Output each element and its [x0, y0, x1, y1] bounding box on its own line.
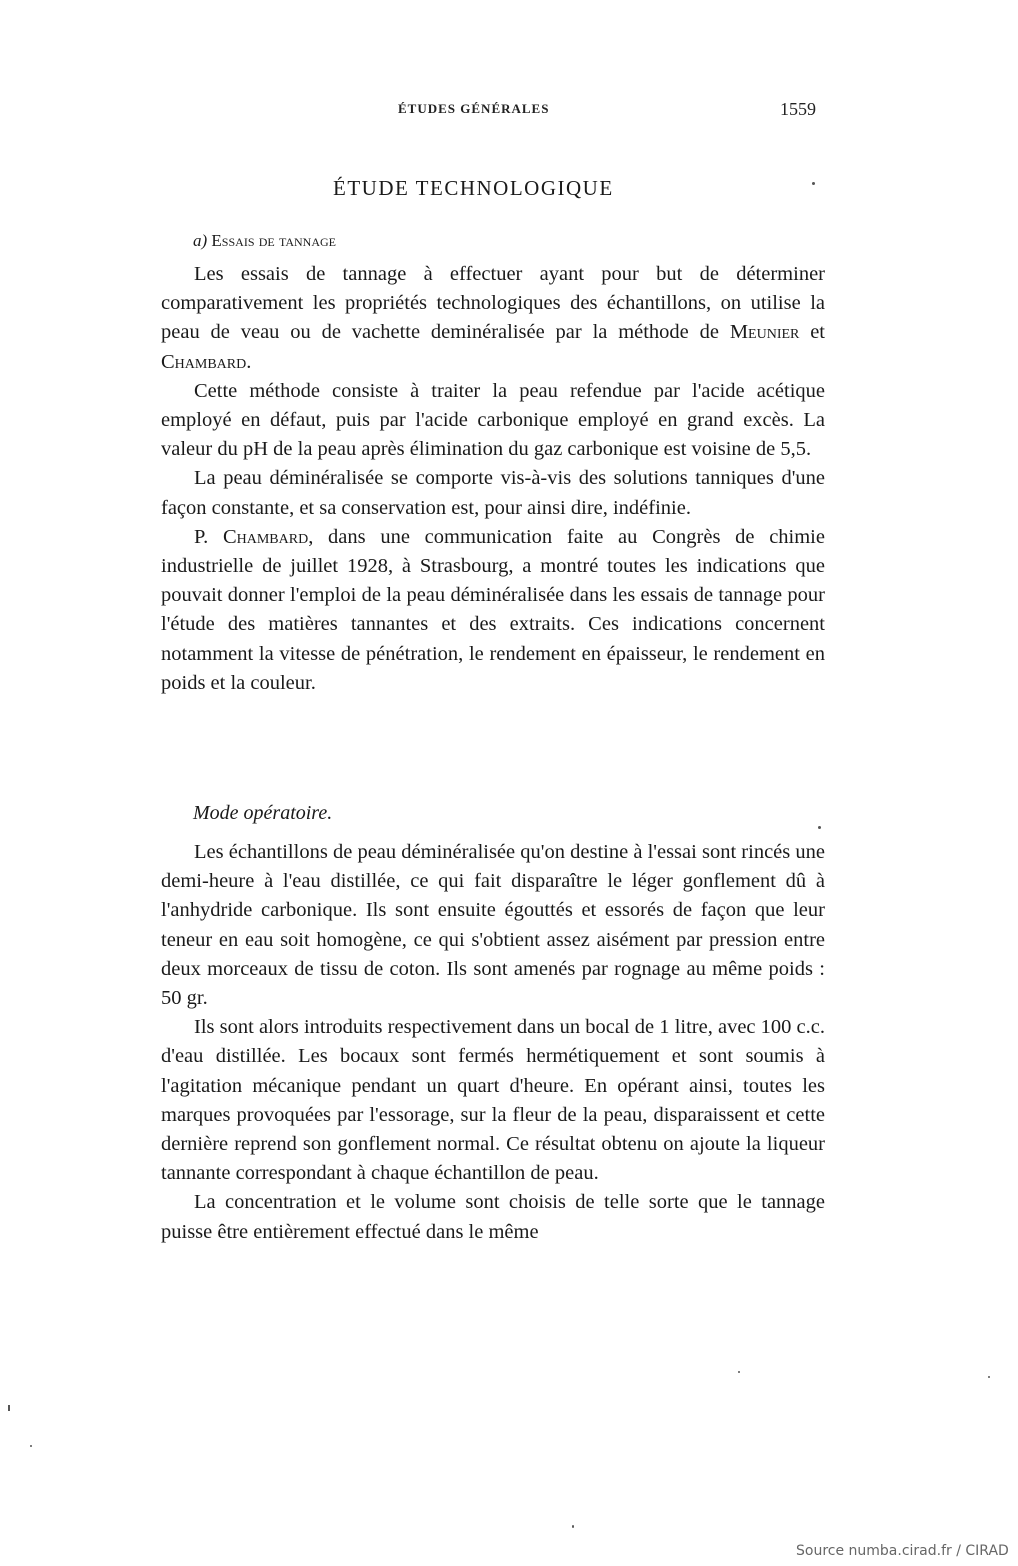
page-number: 1559 — [780, 99, 816, 119]
paragraph: Les échantillons de peau déminéralisée qu'on destine à l'essai sont rincés une demi-heure à l'eau distillée, ce qui fait disparaître le léger gonflement dû à l'anhydride carbonique. Ils sont ensuite égouttés et essorés de façon que leur teneur en eau soit homogène, ce qui s'obtient assez aisément par pression entre deux morceaux de tissu de coton. Ils sont amenés par rognage au même poids : 50 gr. — [161, 841, 825, 1010]
author-name: Meunier — [729, 321, 800, 344]
section-marker: a) — [193, 231, 208, 250]
paragraph: Ils sont alors introduits respectivement dans un bocal de 1 litre, avec 100 c.c. d'eau distillée. Les bocaux sont fermés hermétiquement et sont soumis à l'agitation mécanique pendant un quart d'heure. En opérant ainsi, toutes les marques provoquées par l'essorage, sur la fleur de la peau, disparaissent et cette dernière reprend son gonflement normal. Ce résultat obtenu on ajoute la liqueur tannante correspondant à chaque échantillon de peau. — [161, 1016, 825, 1185]
running-head: ÉTUDES GÉNÉRALES — [398, 101, 550, 116]
author-name: Chambard — [222, 525, 309, 548]
scan-speck — [30, 1445, 32, 1447]
scan-speck — [8, 1405, 10, 1411]
section-title: ÉTUDE TECHNOLOGIQUE — [333, 176, 614, 200]
section-heading-text: Essais de tannage — [211, 231, 337, 250]
scan-speck — [738, 1371, 740, 1373]
source-watermark: Source numba.cirad.fr / CIRAD — [796, 1543, 1009, 1559]
paragraph: La concentration et le volume sont choisis de telle sorte que le tannage puisse être entièrement effectué dans le même — [161, 1191, 825, 1243]
body-text-part2 — [161, 838, 825, 1247]
mode-operatoire-heading: Mode opératoire. — [193, 802, 333, 824]
paragraph: Cette méthode consiste à traiter la peau refendue par l'acide acétique employé en défaut, puis par l'acide carbonique employé en grand excès. La valeur du pH de la peau après élimination du gaz carbonique est voisine de 5,5. — [161, 379, 825, 461]
author-name: Chambard — [161, 350, 247, 373]
body-text-part1 — [161, 260, 825, 698]
paragraph: P. Chambard, dans une communication faite au Congrès de chimie industrielle de juillet 1928, à Strasbourg, a montré toutes les indications que pouvait donner l'emploi de la peau déminéralisée dans les essais de tannage pour l'étude des matières tannantes et des extraits. Ces indications concernent notamment la vitesse de pénétration, le rendement en épaisseur, le rendement en poids et la couleur. — [161, 525, 825, 694]
scan-speck — [988, 1376, 990, 1378]
scan-speck — [812, 182, 815, 185]
scan-speck — [572, 1525, 574, 1528]
paragraph: La peau déminéralisée se comporte vis-à-vis des solutions tanniques d'une façon constante, et sa conservation est, pour ainsi dire, indéfinie. — [161, 467, 825, 519]
paragraph: Les essais de tannage à effectuer ayant pour but de déterminer comparativement les propriétés technologiques des échantillons, on utilise la peau de veau ou de vachette deminéralisée par la méthode de Meunier et Chambard. — [161, 263, 826, 373]
scan-speck — [818, 826, 821, 829]
subsection-heading — [193, 231, 336, 251]
